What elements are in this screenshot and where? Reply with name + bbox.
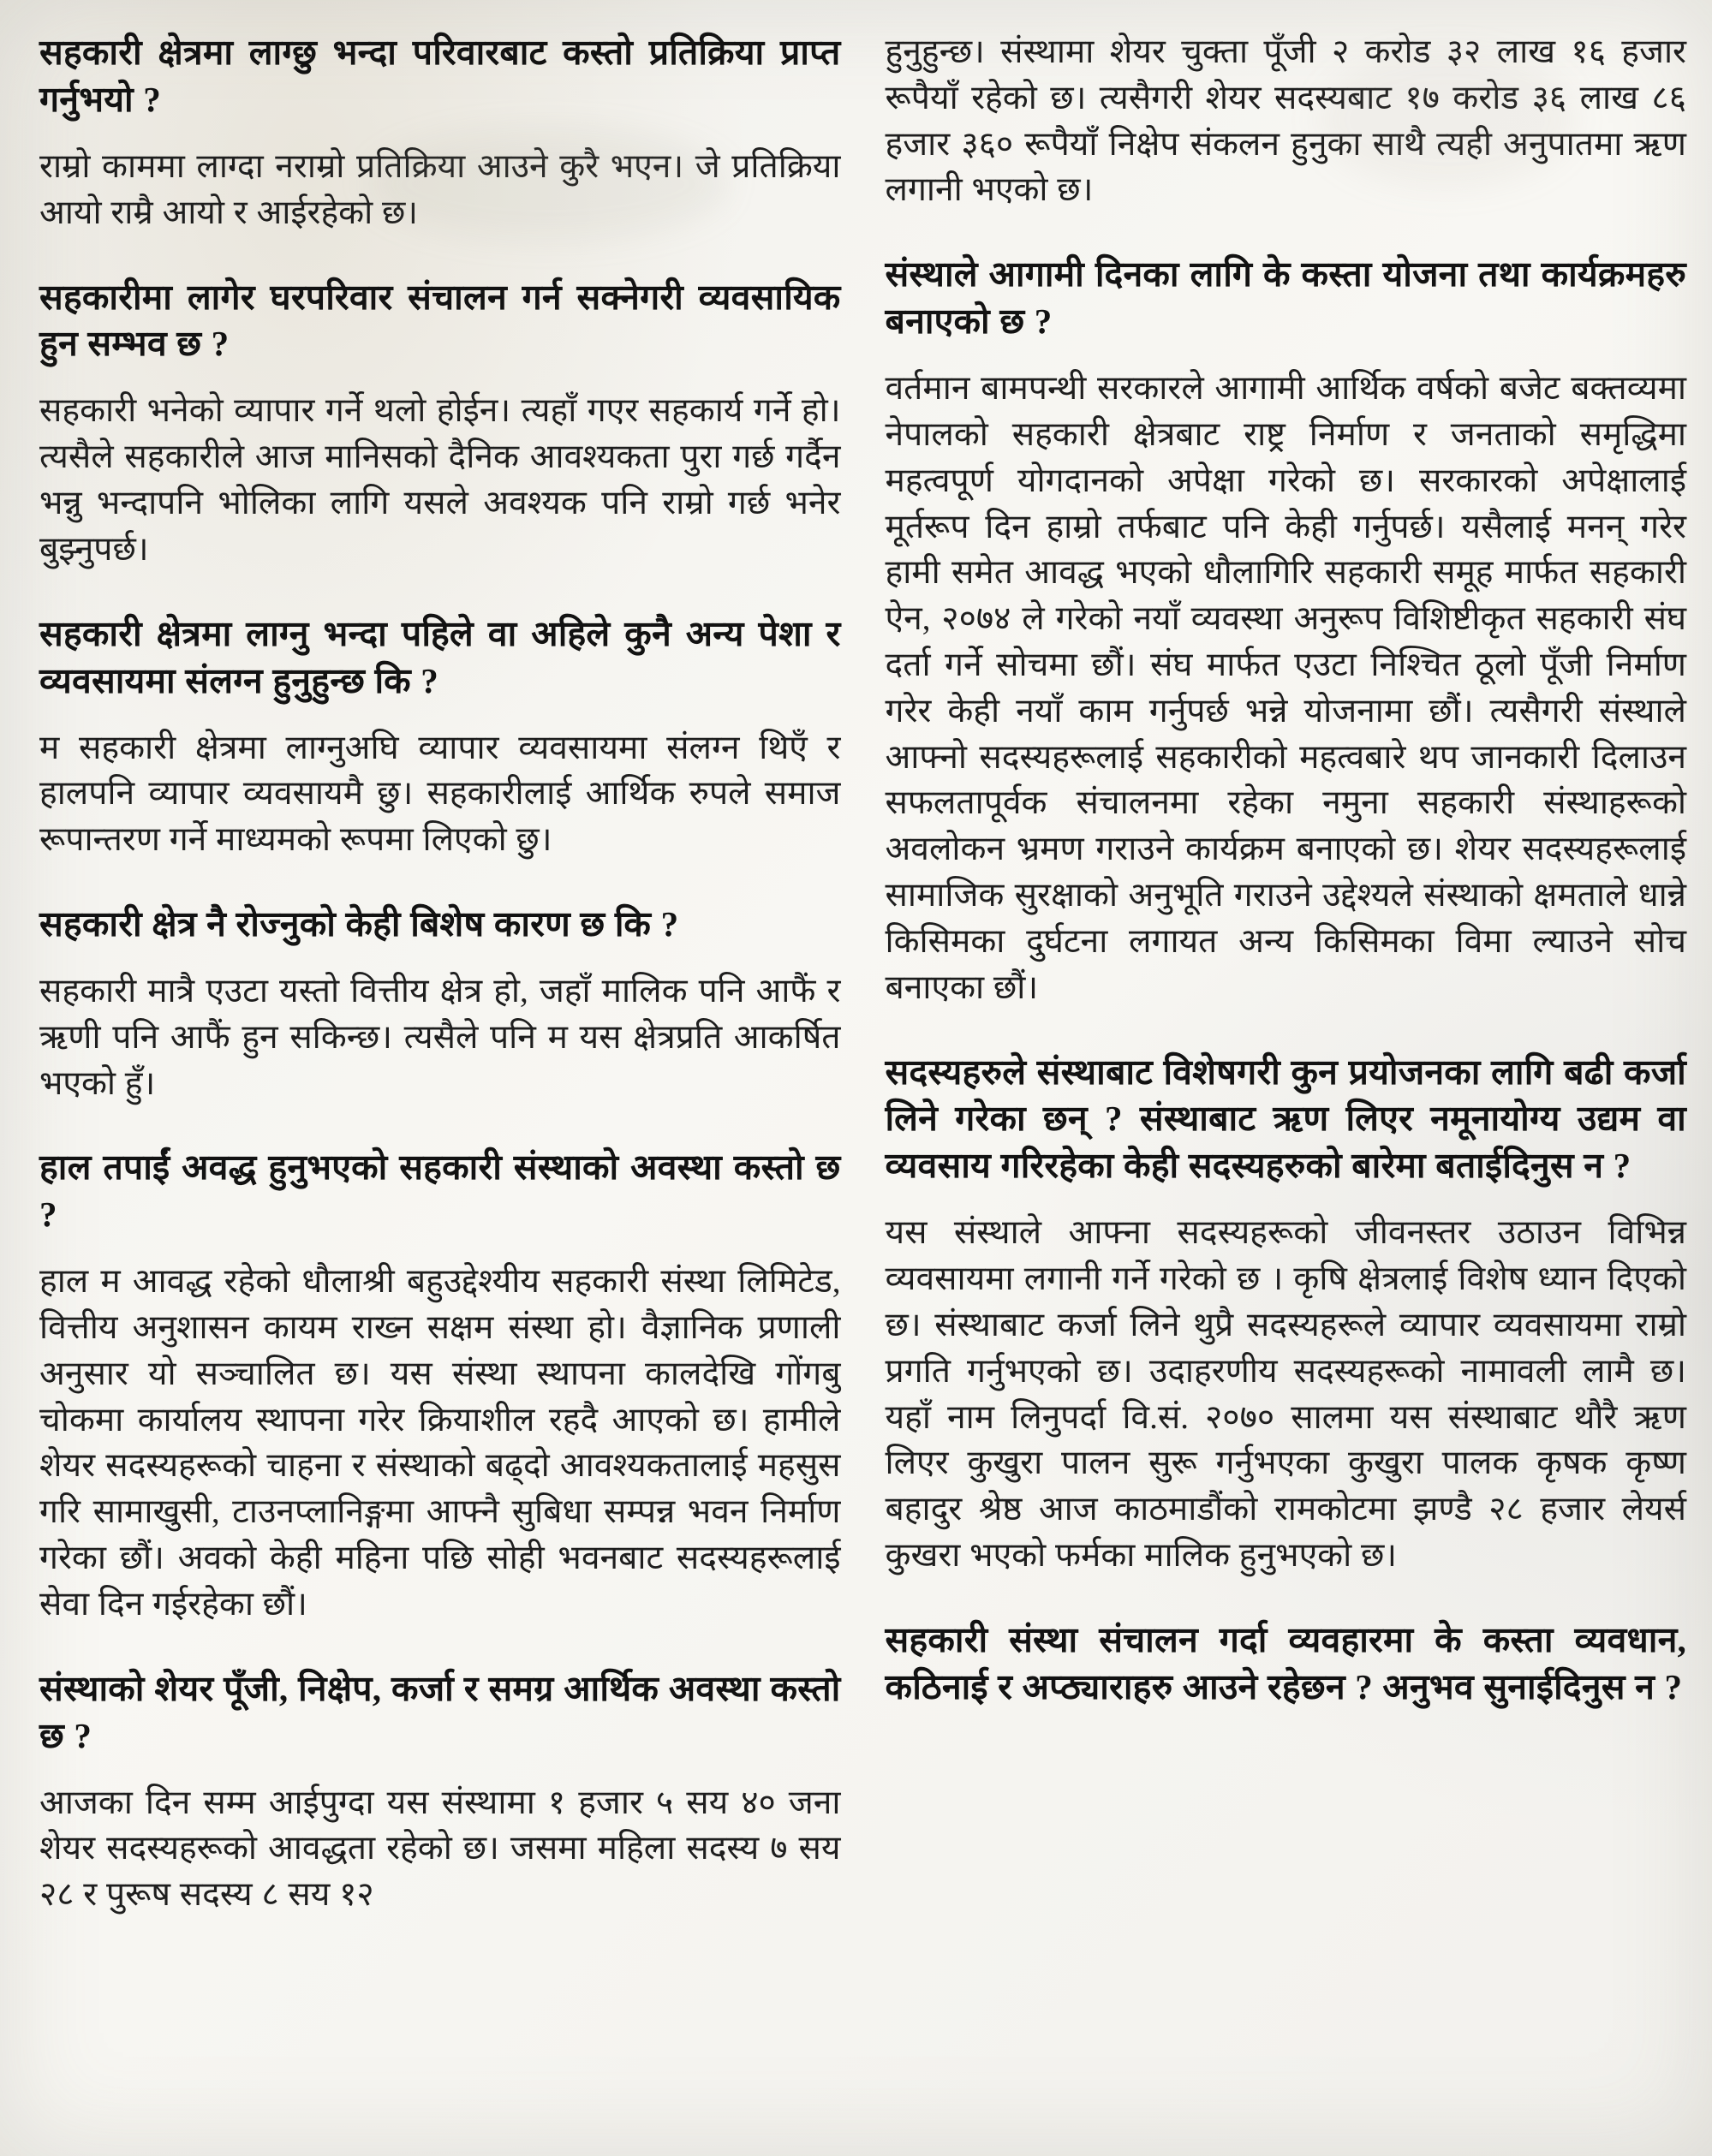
- question-text: संस्थाको शेयर पूँजी, निक्षेप, कर्जा र समग्र आर्थिक अवस्था कस्तो छ ?: [39, 1668, 841, 1755]
- answer-text: सहकारी भनेको व्यापार गर्ने थलो होईन। त्यहाँ गएर सहकार्य गर्ने हो। त्यसैले सहकारीले आज मानिसको दैनिक आवश्यकता पुरा गर्छ गर्दैन भन्नु भन्दापनि भोलिका लागि यसले अवश्यक पनि राम्रो गर्छ भनेर बुझ्नुपर्छ।: [39, 392, 841, 568]
- question-text: सहकारी संस्था संचालन गर्दा व्यवहारमा के कस्ता व्यवधान, कठिनाई र अप्ठ्याराहरु आउने रहेछन ? अनुभव सुनाईदिनुस न ?: [885, 1619, 1686, 1706]
- question-text: सदस्यहरुले संस्थाबाट विशेषगरी कुन प्रयोजनका लागि बढी कर्जा लिने गरेका छन् ? संस्थाबाट ऋण लिएर नमूनायोग्य उद्यम वा व्यवसाय गरिरहेका केही सदस्यहरुको बारेमा बताईदिनुस न ?: [885, 1051, 1686, 1186]
- answer-text: सहकारी मात्रै एउटा यस्तो वित्तीय क्षेत्र हो, जहाँ मालिक पनि आफैं र ऋणी पनि आफैं हुन सकिन्छ। त्यसैले पनि म यस क्षेत्रप्रति आकर्षित भएको हुँ।: [39, 972, 841, 1102]
- answer-text: हाल म आवद्ध रहेको धौलाश्री बहुउद्देश्यीय सहकारी संस्था लिमिटेड, वित्तीय अनुशासन कायम राख्न सक्षम संस्था हो। वैज्ञानिक प्रणाली अनुसार यो सञ्चालित छ। यस संस्था स्थापना कालदेखि गोंगबु चोकमा कार्यालय स्थापना गरेर क्रियाशील रहदै आएको छ। हामीले शेयर सदस्यहरूको चाहना र संस्थाको बढ्दो आवश्यकतालाई महसुस गरि सामाखुसी, टाउनप्लानिङ्गमा आफ्नै सुबिधा सम्पन्न भवन निर्माण गरेका छौं। अवको केही महिना पछि सोही भवनबाट सदस्यहरूलाई सेवा दिन गईरहेका छौं।: [39, 1263, 841, 1623]
- right-column: [886, 29, 1687, 2139]
- left-column: [39, 29, 841, 2139]
- answer-text: म सहकारी क्षेत्रमा लाग्नुअघि व्यापार व्यवसायमा संलग्न थिएँ र हालपनि व्यापार व्यवसायमै छु। सहकारीलाई आर्थिक रुपले समाज रूपान्तरण गर्ने माध्यमको रूपमा लिएको छु।: [39, 729, 841, 859]
- question-text: सहकारी क्षेत्रमा लाग्नु भन्दा पहिले वा अहिले कुनै अन्य पेशा र व्यवसायमा संलग्न हुनुहुन्छ कि ?: [39, 613, 841, 700]
- question-text: संस्थाले आगामी दिनका लागि के कस्ता योजना तथा कार्यक्रमहरु बनाएको छ ?: [885, 254, 1686, 342]
- question-text: सहकारीमा लागेर घरपरिवार संचालन गर्न सक्नेगरी व्यवसायिक हुन सम्भव छ ?: [39, 277, 841, 364]
- answer-text: यस संस्थाले आफ्ना सदस्यहरूको जीवनस्तर उठाउन विभिन्न व्यवसायमा लगानी गर्ने गरेको छ । कृषि क्षेत्रलाई विशेष ध्यान दिएको छ। संस्थाबाट कर्जा लिने थुप्रै सदस्यहरूले व्यापार व्यवसायमा राम्रो प्रगति गर्नुभएको छ। उदाहरणीय सदस्यहरूको नामावली लामै छ। यहाँ नाम लिनुपर्दा वि.सं. २०७० सालमा यस संस्थाबाट थौरै ऋण लिएर कुखुरा पालन सुरू गर्नुभएका कुखुरा पालक कृषक कृष्ण बहादुर श्रेष्ठ आज काठमाडौंको रामकोटमा झण्डै २८ हजार लेयर्स कुखरा भएको फर्मका मालिक हुनुभएको छ।: [885, 1214, 1686, 1574]
- question-text: हाल तपाईं अवद्ध हुनुभएको सहकारी संस्थाको अवस्था कस्तो छ ?: [39, 1147, 841, 1235]
- answer-text: हुनुहुन्छ। संस्थामा शेयर चुक्ता पूँजी २ करोड ३२ लाख १६ हजार रूपैयाँ रहेको छ। त्यसैगरी शेयर सदस्यबाट १७ करोड ३६ लाख ८६ हजार ३६० रूपैयाँ निक्षेप संकलन हुनुका साथै त्यही अनुपातमा ऋण लगानी भएको छ।: [885, 33, 1686, 209]
- answer-text: वर्तमान बामपन्थी सरकारले आगामी आर्थिक वर्षको बजेट बक्तव्यमा नेपालको सहकारी क्षेत्रबाट राष्ट्र निर्माण र जनताको समृद्धिमा महत्वपूर्ण योगदानको अपेक्षा गरेको छ। सरकारको अपेक्षालाई मूर्तरूप दिन हाम्रो तर्फबाट पनि केही गर्नुपर्छ। यसैलाई मनन् गरेर हामी समेत आवद्ध भएको धौलागिरि सहकारी समूह मार्फत सहकारी ऐन, २०७४ ले गरेको नयाँ व्यवस्था अनुरूप विशिष्टीकृत सहकारी संघ दर्ता गर्ने सोचमा छौं। संघ मार्फत एउटा निश्चित ठूलो पूँजी निर्माण गरेर केही नयाँ काम गर्नुपर्छ भन्ने योजनामा छौं। त्यसैगरी संस्थाले आफ्नो सदस्यहरूलाई सहकारीको महत्वबारे थप जानकारी दिलाउन सफलतापूर्वक संचालनमा रहेका नमुना सहकारी संस्थाहरूको अवलोकन भ्रमण गराउने कार्यक्रम बनाएको छ। शेयर सदस्यहरूलाई सामाजिक सुरक्षाको अनुभूति गराउने उद्देश्यले संस्थाको क्षमताले धान्ने किसिमका दुर्घटना लगायत अन्य किसिमका विमा ल्याउने सोच बनाएका छौं।: [885, 370, 1686, 1006]
- answer-text: आजका दिन सम्म आईपुग्दा यस संस्थामा १ हजार ५ सय ४० जना शेयर सदस्यहरूको आवद्धता रहेको छ। जसमा महिला सदस्य ७ सय २८ र पुरूष सदस्य ८ सय १२: [39, 1784, 841, 1914]
- question-text: सहकारी क्षेत्र नै रोज्नुको केही बिशेष कारण छ कि ?: [39, 903, 679, 944]
- question-text: सहकारी क्षेत्रमा लाग्छु भन्दा परिवारबाट कस्तो प्रतिक्रिया प्राप्त गर्नुभयो ?: [39, 33, 841, 119]
- answer-text: राम्रो काममा लाग्दा नराम्रो प्रतिक्रिया आउने कुरै भएन। जे प्रतिक्रिया आयो राम्रै आयो र आईरहेको छ।: [39, 147, 841, 231]
